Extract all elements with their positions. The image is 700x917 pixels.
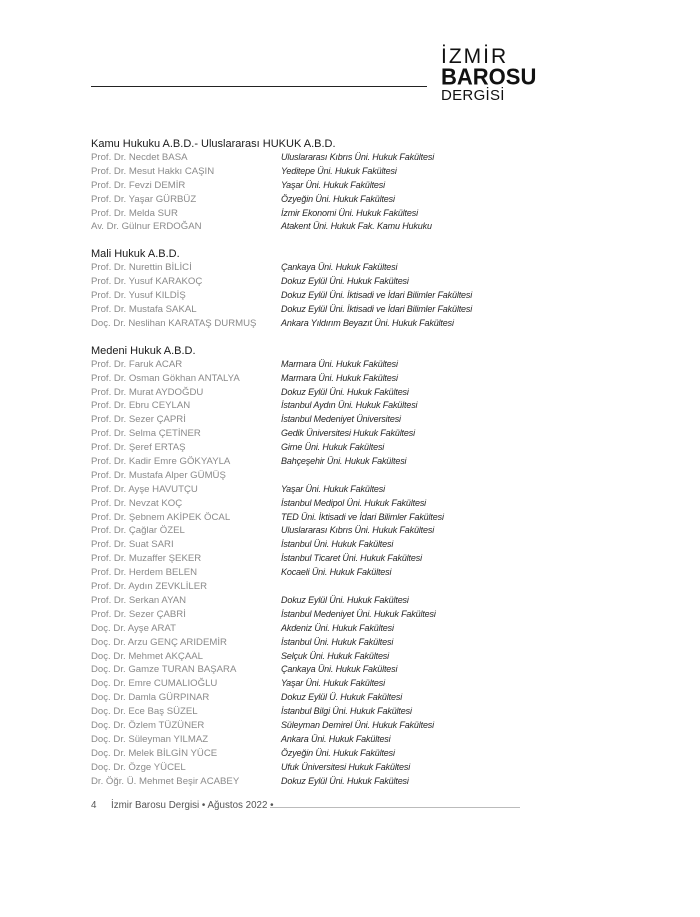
member-row [91, 469, 541, 483]
member-row [91, 705, 541, 719]
member-institution: Çankaya Üni. Hukuk Fakültesi [281, 664, 398, 675]
department-section [91, 344, 541, 789]
member-row [91, 566, 541, 580]
member-row [91, 358, 541, 372]
member-row [91, 622, 541, 636]
member-name: Doç. Dr. Melek BİLGİN YÜCE [91, 747, 218, 759]
member-name: Prof. Dr. Mustafa Alper GÜMÜŞ [91, 469, 226, 481]
member-institution: İstanbul Ticaret Üni. Hukuk Fakültesi [281, 553, 422, 564]
member-name: Doç. Dr. Arzu GENÇ ARIDEMİR [91, 636, 227, 648]
member-row [91, 193, 541, 207]
member-row [91, 317, 541, 331]
member-institution: İstanbul Bilgi Üni. Hukuk Fakültesi [281, 706, 412, 717]
member-row [91, 636, 541, 650]
footer-text: İzmir Barosu Dergisi • Ağustos 2022 • [111, 800, 274, 811]
member-row [91, 552, 541, 566]
member-row [91, 761, 541, 775]
member-institution: Yaşar Üni. Hukuk Fakültesi [281, 678, 385, 689]
member-name: Prof. Dr. Aydın ZEVKLİLER [91, 581, 208, 593]
member-institution: Yeditepe Üni. Hukuk Fakültesi [281, 165, 397, 176]
member-name: Prof. Dr. Herdem BELEN [91, 567, 198, 579]
member-row [91, 220, 541, 234]
logo-line-barosu: BAROSU [441, 63, 537, 90]
member-name: Prof. Dr. Necdet BASA [91, 152, 188, 163]
department-section [91, 247, 541, 330]
member-institution: İstanbul Medipol Üni. Hukuk Fakültesi [281, 497, 427, 508]
member-row [91, 372, 541, 386]
member-institution: Süleyman Demirel Üni. Hukuk Fakültesi [281, 719, 435, 730]
member-institution: Kocaeli Üni. Hukuk Fakültesi [281, 567, 392, 578]
member-name: Doç. Dr. Süleyman YILMAZ [91, 733, 209, 745]
member-institution: Dokuz Eylül Üni. İktisadi ve İdari Bilimler Fakültesi [281, 304, 473, 315]
member-name: Prof. Dr. Selma ÇETİNER [91, 428, 201, 440]
member-row [91, 594, 541, 608]
member-name: Prof. Dr. Serkan AYAN [91, 594, 187, 606]
member-row [91, 719, 541, 733]
member-name: Prof. Dr. Yaşar GÜRBÜZ [91, 193, 197, 205]
member-name: Prof. Dr. Mesut Hakkı CAŞIN [91, 165, 215, 177]
member-row [91, 455, 541, 469]
member-institution: Dokuz Eylül Üni. Hukuk Fakültesi [281, 276, 409, 287]
member-name: Prof. Dr. Yusuf KILDİŞ [91, 290, 186, 302]
logo-line-dergisi: DERGİSİ [441, 87, 505, 104]
member-institution: Uluslararası Kıbrıs Üni. Hukuk Fakültesi [281, 152, 435, 162]
member-row [91, 413, 541, 427]
member-institution: Dokuz Eylül Üni. Hukuk Fakültesi [281, 386, 409, 397]
member-institution: Marmara Üni. Hukuk Fakültesi [281, 358, 398, 369]
page-footer [91, 800, 274, 811]
member-institution: Dokuz Eylül Üni. Hukuk Fakültesi [281, 594, 409, 605]
member-institution: İzmir Ekonomi Üni. Hukuk Fakültesi [281, 207, 418, 218]
member-name: Prof. Dr. Fevzi DEMİR [91, 179, 186, 191]
member-name: Doç. Dr. Neslihan KARATAŞ DURMUŞ [91, 317, 257, 329]
member-row [91, 261, 541, 275]
member-row [91, 386, 541, 400]
member-row [91, 608, 541, 622]
member-name: Doç. Dr. Damla GÜRPINAR [91, 692, 210, 704]
member-name: Prof. Dr. Nevzat KOÇ [91, 497, 183, 509]
footer-rule [270, 807, 520, 808]
member-institution: Ankara Yıldırım Beyazıt Üni. Hukuk Fakültesi [281, 317, 454, 328]
member-row [91, 441, 541, 455]
member-name: Doç. Dr. Gamze TURAN BAŞARA [91, 664, 237, 676]
member-name: Doç. Dr. Mehmet AKÇAAL [91, 650, 203, 662]
member-name: Doç. Dr. Özge YÜCEL [91, 761, 186, 773]
member-name: Prof. Dr. Sezer ÇAPRİ [91, 414, 186, 426]
member-name: Prof. Dr. Çağlar ÖZEL [91, 525, 185, 537]
page-number: 4 [91, 800, 97, 811]
member-row [91, 650, 541, 664]
member-row [91, 580, 541, 594]
member-name: Prof. Dr. Melda SUR [91, 207, 178, 219]
member-row [91, 677, 541, 691]
member-name: Prof. Dr. Faruk ACAR [91, 358, 183, 370]
member-institution: TED Üni. İktisadi ve İdari Bilimler Fakültesi [281, 511, 444, 522]
member-name: Doç. Dr. Ece Baş SÜZEL [91, 706, 198, 718]
member-name: Av. Dr. Gülnur ERDOĞAN [91, 221, 202, 233]
member-name: Prof. Dr. Nurettin BİLİCİ [91, 262, 192, 274]
member-institution: İstanbul Üni. Hukuk Fakültesi [281, 539, 394, 550]
member-name: Doç. Dr. Özlem TÜZÜNER [91, 719, 205, 731]
member-institution: Selçuk Üni. Hukuk Fakültesi [281, 650, 389, 661]
member-row [91, 524, 541, 538]
member-row [91, 511, 541, 525]
member-name: Prof. Dr. Osman Gökhan ANTALYA [91, 372, 240, 384]
member-row [91, 663, 541, 677]
member-row [91, 399, 541, 413]
member-name: Dr. Öğr. Ü. Mehmet Beşir ACABEY [91, 775, 240, 787]
journal-logo [441, 45, 537, 104]
member-institution: Bahçeşehir Üni. Hukuk Fakültesi [281, 456, 407, 467]
member-institution: Gedik Üniversitesi Hukuk Fakültesi [281, 428, 415, 439]
member-name: Doç. Dr. Ayşe ARAT [91, 622, 176, 634]
member-name: Prof. Dr. Mustafa SAKAL [91, 304, 197, 316]
member-name: Prof. Dr. Sezer ÇABRİ [91, 608, 186, 620]
header-rule [91, 86, 427, 87]
member-row [91, 733, 541, 747]
member-institution: Yaşar Üni. Hukuk Fakültesi [281, 483, 385, 494]
member-row [91, 538, 541, 552]
member-institution: Dokuz Eylül Üni. Hukuk Fakültesi [281, 775, 409, 786]
member-name: Prof. Dr. Şebnem AKİPEK ÖCAL [91, 511, 231, 523]
member-name: Prof. Dr. Suat SARI [91, 539, 174, 551]
member-name: Prof. Dr. Ayşe HAVUTÇU [91, 483, 198, 495]
department-section [91, 137, 541, 234]
member-institution: Atakent Üni. Hukuk Fak. Kamu Hukuku [281, 221, 432, 232]
member-name: Doç. Dr. Emre CUMALIOĞLU [91, 678, 218, 690]
member-row [91, 427, 541, 441]
member-row [91, 747, 541, 761]
section-title: Medeni Hukuk A.B.D. [91, 344, 196, 357]
member-institution: Uluslararası Kıbrıs Üni. Hukuk Fakültesi [281, 525, 435, 536]
member-row [91, 303, 541, 317]
member-row [91, 483, 541, 497]
member-row [91, 179, 541, 193]
section-title: Kamu Hukuku A.B.D.- Uluslararası HUKUK A.B.D. [91, 138, 336, 150]
member-name: Prof. Dr. Yusuf KARAKOÇ [91, 276, 203, 288]
member-name: Prof. Dr. Şeref ERTAŞ [91, 442, 186, 454]
member-name: Prof. Dr. Kadir Emre GÖKYAYLA [91, 456, 231, 468]
member-institution: Özyeğin Üni. Hukuk Fakültesi [281, 193, 395, 204]
member-name: Prof. Dr. Ebru CEYLAN [91, 400, 191, 412]
member-institution: İstanbul Medeniyet Üni. Hukuk Fakültesi [281, 608, 436, 619]
member-row [91, 691, 541, 705]
member-row [91, 207, 541, 221]
member-name: Prof. Dr. Murat AYDOĞDU [91, 386, 204, 398]
member-row [91, 497, 541, 511]
member-row [91, 151, 541, 165]
member-institution: Girne Üni. Hukuk Fakültesi [281, 442, 385, 453]
member-institution: Akdeniz Üni. Hukuk Fakültesi [281, 622, 394, 633]
member-institution: Dokuz Eylül Ü. Hukuk Fakültesi [281, 692, 403, 703]
member-institution: İstanbul Üni. Hukuk Fakültesi [281, 636, 394, 647]
member-row [91, 165, 541, 179]
member-row [91, 289, 541, 303]
member-institution: Özyeğin Üni. Hukuk Fakültesi [281, 747, 395, 758]
member-institution: Ufuk Üniversitesi Hukuk Fakültesi [281, 761, 411, 772]
member-institution: Dokuz Eylül Üni. İktisadi ve İdari Bilimler Fakültesi [281, 290, 473, 301]
member-institution: Çankaya Üni. Hukuk Fakültesi [281, 262, 398, 273]
board-member-list [91, 137, 541, 801]
member-row [91, 775, 541, 789]
section-title: Mali Hukuk A.B.D. [91, 248, 180, 261]
member-institution: İstanbul Medeniyet Üniversitesi [281, 414, 401, 425]
member-institution: Marmara Üni. Hukuk Fakültesi [281, 372, 398, 383]
member-institution: Yaşar Üni. Hukuk Fakültesi [281, 179, 385, 190]
member-name: Prof. Dr. Muzaffer ŞEKER [91, 553, 202, 565]
member-institution: Ankara Üni. Hukuk Fakültesi [281, 733, 391, 744]
logo-line-izmir: İZMİR [441, 45, 509, 68]
member-row [91, 275, 541, 289]
member-institution: İstanbul Aydın Üni. Hukuk Fakültesi [281, 400, 418, 411]
